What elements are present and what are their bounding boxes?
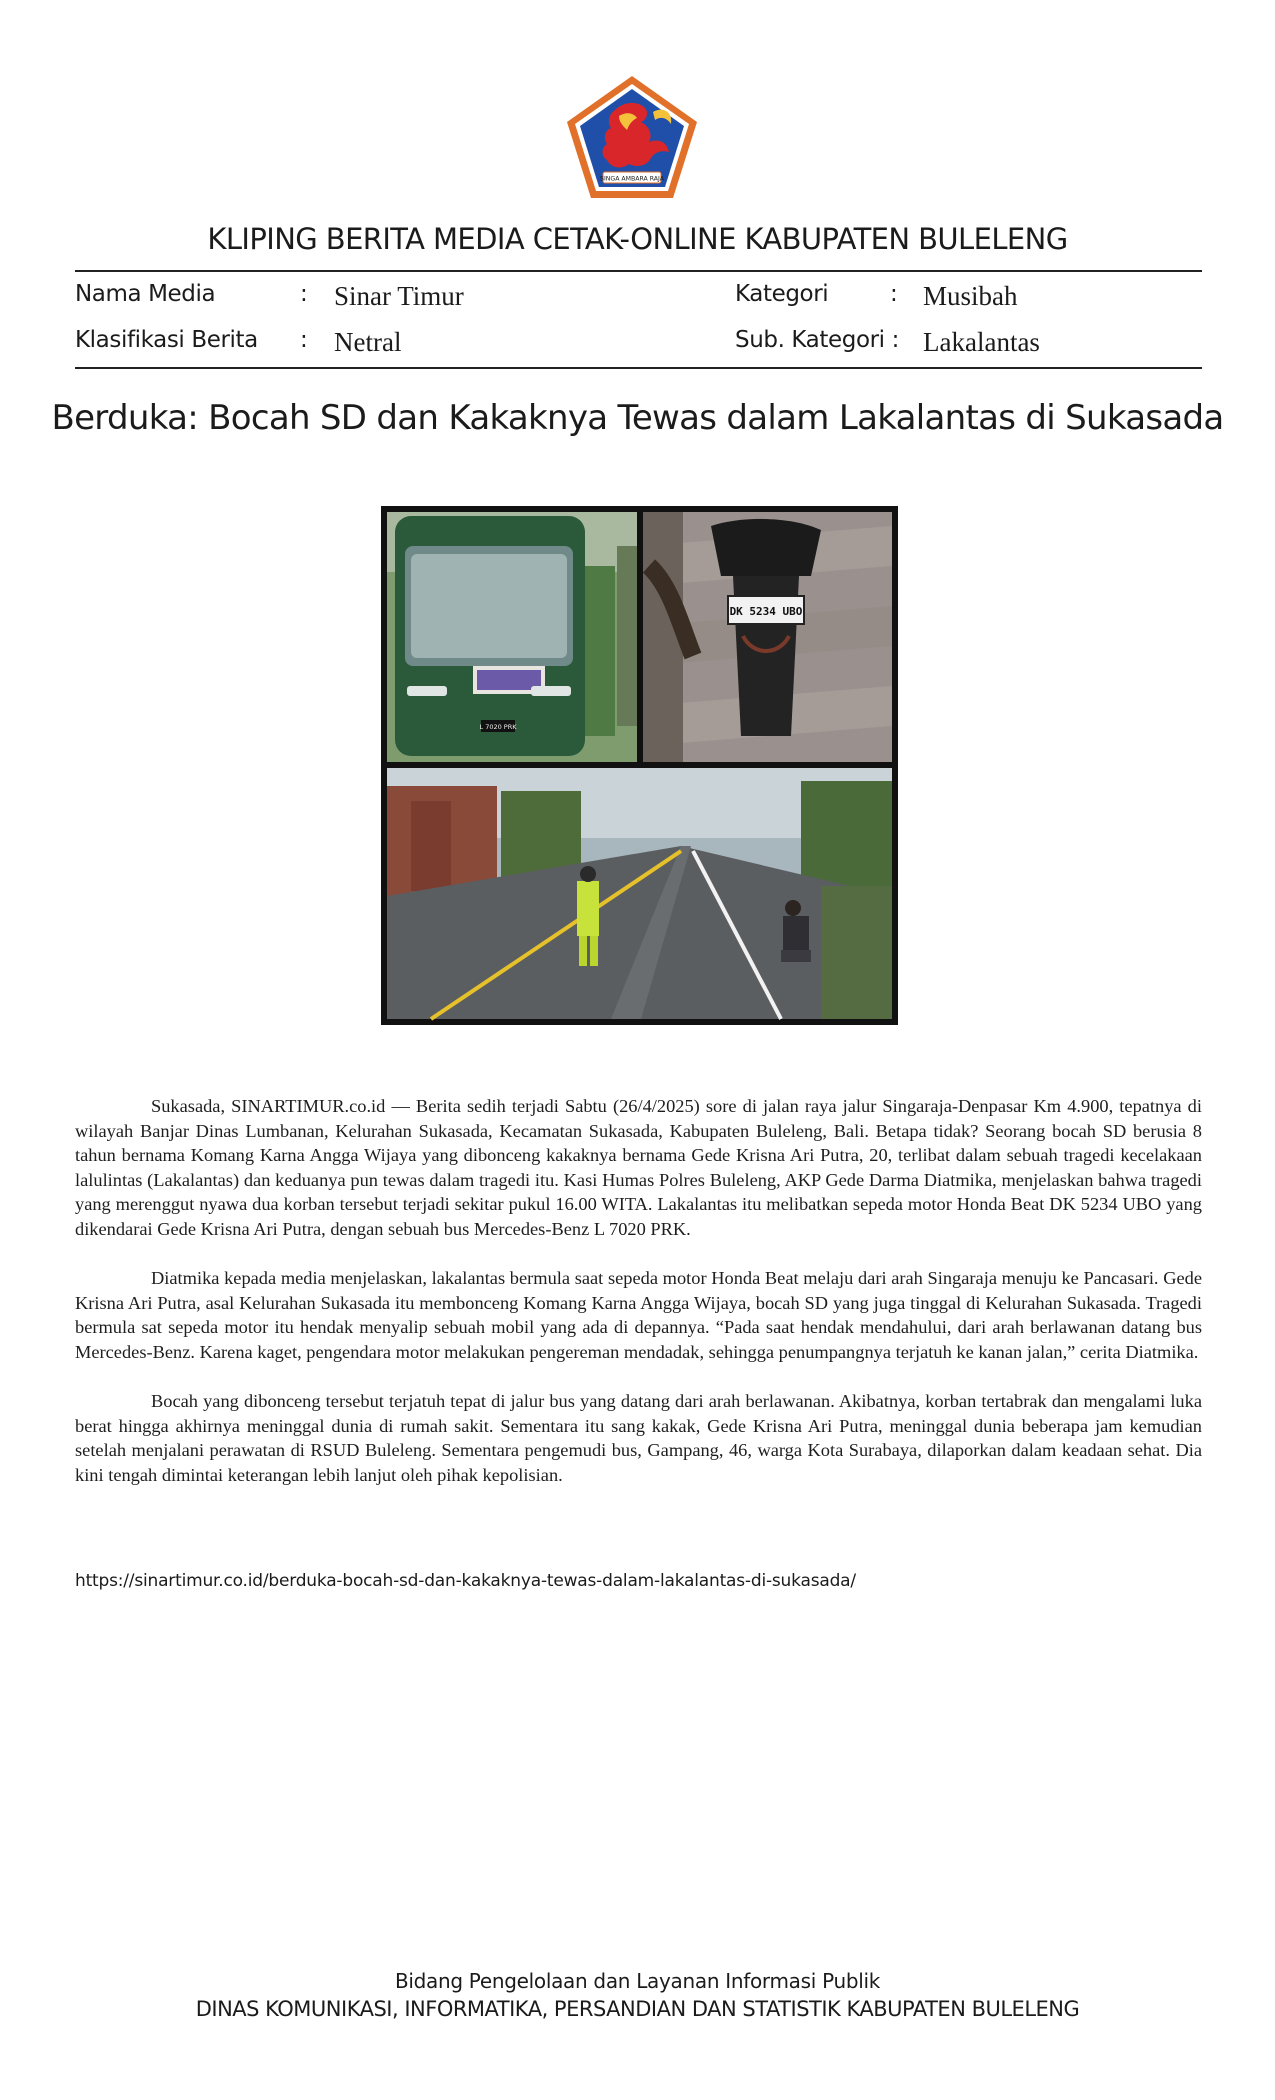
motorcycle-photo: [643, 512, 892, 762]
category-separator: :: [890, 281, 898, 307]
road-scene-photo: [387, 768, 892, 1019]
bus-plate-text: L 7020 PRK: [479, 723, 517, 731]
header-rule-top: [75, 270, 1202, 272]
clipping-title: KLIPING BERITA MEDIA CETAK-ONLINE KABUPATEN BULELENG: [207, 222, 1068, 256]
bus-photo: [387, 512, 637, 762]
article-paragraph-3: Bocah yang dibonceng tersebut terjatuh tepat di jalur bus yang datang dari arah berlawanan. Akibatnya, korban tertabrak dan mengalami luka berat hingga akhirnya meninggal dunia di rumah sakit. Sementara itu sang kakak, Gede Krisna Ari Putra, meninggal dunia beberapa jam kemudian setelah menjalani perawatan di RSUD Buleleng. Sementara pengemudi bus, Gampang, 46, warga Kota Surabaya, dilaporkan dalam keadaan sehat. Dia kini tengah dimintai keterangan lebih lanjut oleh pihak kepolisian.: [75, 1391, 1202, 1485]
subcategory-label: Sub. Kategori :: [735, 327, 899, 353]
footer-agency: DINAS KOMUNIKASI, INFORMATIKA, PERSANDIAN DAN STATISTIK KABUPATEN BULELENG: [195, 1997, 1080, 2021]
classification-value: Netral: [334, 327, 402, 357]
article-headline: Berduka: Bocah SD dan Kakaknya Tewas dalam Lakalantas di Sukasada: [51, 398, 1224, 438]
article-paragraph-1: Sukasada, SINARTIMUR.co.id — Berita sedih terjadi Sabtu (26/4/2025) sore di jalan raya jalur Singaraja-Denpasar Km 4.900, tepatnya di wilayah Banjar Dinas Lumbanan, Kelurahan Sukasada, Kecamatan Sukasada, Kabupaten Buleleng, Bali. Betapa tidak? Seorang bocah SD berusia 8 tahun bernama Komang Karna Angga Wijaya yang dibonceng kakaknya bernama Gede Krisna Ari Putra, 20, terlibat dalam sebuah tragedi kecelakaan lalulintas (Lakalantas) dan keduanya pun tewas dalam tragedi itu. Kasi Humas Polres Buleleng, AKP Gede Darma Diatmika, menjelaskan bahwa tragedi yang merenggut nyawa dua korban tersebut terjadi sekitar pukul 16.00 WITA. Lakalantas itu melibatkan sepeda motor Honda Beat DK 5234 UBO yang dikendarai Gede Krisna Ari Putra, dengan sebuah bus Mercedes-Benz L 7020 PRK.: [75, 1096, 1202, 1239]
classification-separator: :: [300, 327, 308, 353]
emblem-motto: SINGA AMBARA RAJA: [600, 175, 664, 183]
buleleng-emblem-logo: [563, 72, 701, 202]
subcategory-value: Lakalantas: [923, 327, 1040, 357]
motorcycle-plate-text: DK 5234 UBO: [729, 605, 803, 618]
article-paragraph-2: Diatmika kepada media menjelaskan, lakalantas bermula saat sepeda motor Honda Beat melaju dari arah Singaraja menuju ke Pancasari. Gede Krisna Ari Putra, asal Kelurahan Sukasada itu membonceng Komang Karna Angga Wijaya, bocah SD yang juga tinggal di Kelurahan Sukasada. Tragedi bermula sat sepeda motor itu hendak menyalip sebuah mobil yang ada di depannya. “Pada saat hendak mendahului, dari arah berlawanan datang bus Mercedes-Benz. Karena kaget, pengendara motor melakukan pengereman mendadak, sehingga penumpangnya terjatuh ke kanan jalan,” cerita Diatmika.: [75, 1268, 1202, 1362]
media-name-value: Sinar Timur: [334, 281, 464, 311]
footer-department: Bidang Pengelolaan dan Layanan Informasi Publik: [394, 1969, 881, 1993]
article-body: [75, 1094, 1202, 1512]
classification-label: Klasifikasi Berita: [75, 327, 258, 353]
category-label: Kategori: [735, 281, 829, 307]
media-name-separator: :: [300, 281, 308, 307]
media-name-label: Nama Media: [75, 281, 216, 307]
category-value: Musibah: [923, 281, 1018, 311]
accident-photo-collage: [381, 506, 898, 1025]
header-rule-bottom: [75, 367, 1202, 369]
source-link[interactable]: https://sinartimur.co.id/berduka-bocah-sd-dan-kakaknya-tewas-dalam-lakalantas-di-sukasada/: [75, 1571, 856, 1591]
